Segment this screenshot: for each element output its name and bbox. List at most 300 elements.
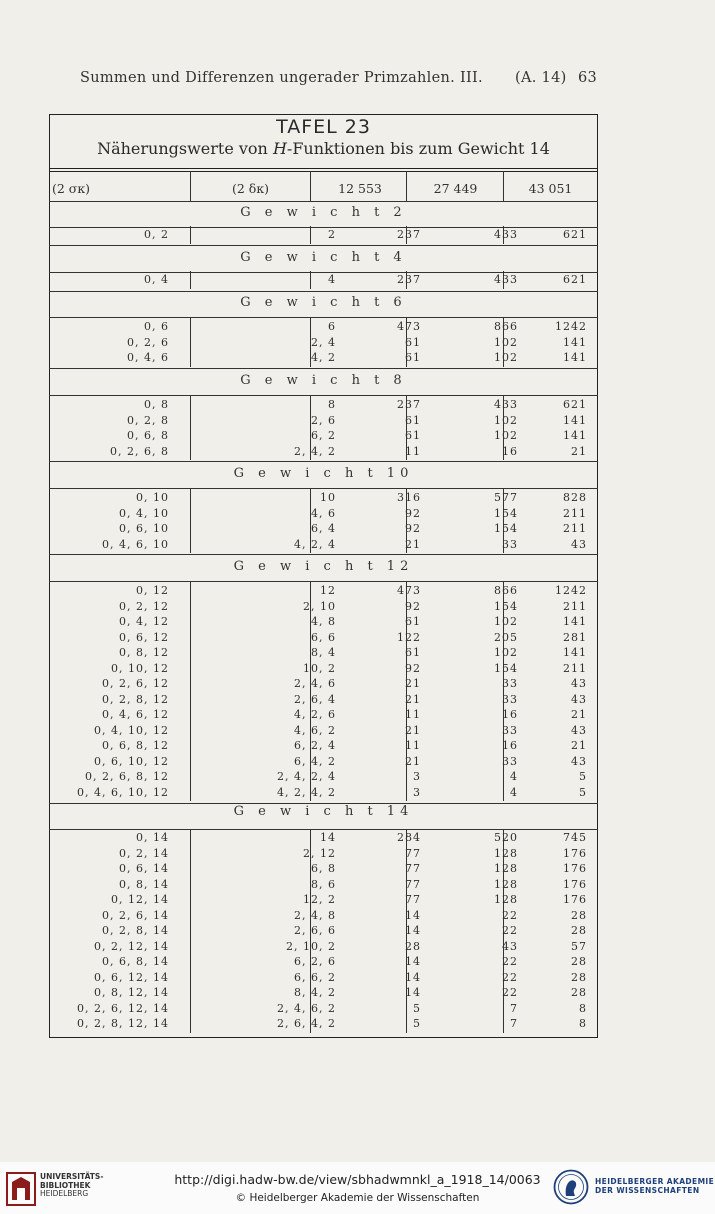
value-27449-cell: 33: [502, 677, 518, 690]
value-12553-cell: 77: [405, 877, 421, 891]
column-rule: [503, 171, 504, 201]
table-rule: [49, 829, 598, 830]
col-header-sigma: (2 σκ): [52, 181, 91, 196]
value-43051-cell: 621: [563, 273, 587, 286]
value-43051-cell: 176: [563, 893, 587, 906]
delta-cell: 2, 4, 8: [294, 908, 336, 922]
academy-line-1: HEIDELBERGER AKADEMIE: [595, 1177, 715, 1186]
value-27449-cell: 16: [502, 739, 518, 752]
value-27449-cell: 866: [494, 320, 518, 333]
sigma-cell: 0, 4, 10: [119, 506, 169, 520]
column-rule: [310, 489, 311, 553]
delta-cell: 14: [320, 831, 336, 844]
delta-cell: 6, 6: [311, 630, 336, 644]
table-row: [49, 846, 598, 862]
value-12553-cell: 237: [397, 228, 421, 241]
table-rule: [49, 803, 598, 804]
table-row: [49, 830, 598, 846]
value-43051-cell: 43: [571, 692, 587, 706]
value-27449-cell: 128: [494, 877, 518, 891]
weight-group-label: G e w i c h t 4: [240, 250, 407, 265]
value-43051-cell: 5: [579, 785, 587, 799]
col-header-delta: (2 δκ): [232, 181, 270, 196]
value-27449-cell: 33: [502, 537, 518, 551]
column-rule: [310, 271, 311, 289]
table-row: [49, 630, 598, 646]
value-27449-cell: 43: [502, 939, 518, 953]
table-row: [49, 1016, 598, 1032]
sigma-cell: 0, 2, 12, 14: [94, 939, 169, 953]
value-27449-cell: 22: [502, 908, 518, 922]
value-43051-cell: 43: [571, 754, 587, 768]
table-row: [49, 490, 598, 506]
value-27449-cell: 154: [494, 506, 518, 520]
sigma-cell: 0, 4, 6, 10: [102, 537, 169, 551]
value-27449-cell: 520: [494, 831, 518, 844]
sigma-cell: 0, 2, 8, 14: [102, 924, 169, 937]
value-43051-cell: 621: [563, 228, 587, 241]
value-12553-cell: 77: [405, 893, 421, 906]
col-header-27449: 27 449: [433, 181, 478, 196]
value-43051-cell: 28: [571, 986, 587, 999]
source-url[interactable]: http://digi.hadw-bw.de/view/sbhadwmnkl_a_1918_14/0063: [174, 1172, 541, 1187]
table-row: [49, 754, 598, 770]
value-12553-cell: 5: [413, 1001, 421, 1015]
table-row: [49, 397, 598, 413]
sigma-cell: 0, 2, 6, 12, 14: [77, 1001, 169, 1015]
value-27449-cell: 22: [502, 970, 518, 984]
table-rule: [49, 461, 598, 462]
sigma-cell: 0, 2, 6: [127, 335, 169, 349]
delta-cell: 6, 2, 4: [294, 739, 336, 752]
value-27449-cell: 102: [494, 335, 518, 349]
table-row: [49, 985, 598, 1001]
value-12553-cell: 14: [405, 908, 421, 922]
value-12553-cell: 28: [405, 939, 421, 953]
sigma-cell: 0, 6, 12: [119, 630, 169, 644]
table-subtitle: [50, 139, 597, 159]
value-43051-cell: 211: [563, 506, 587, 520]
column-rule: [503, 271, 504, 289]
value-27449-cell: 33: [502, 723, 518, 737]
value-43051-cell: 828: [563, 491, 587, 504]
value-43051-cell: 1242: [555, 584, 587, 597]
value-43051-cell: 211: [563, 661, 587, 675]
sigma-cell: 0, 8, 14: [119, 877, 169, 891]
table-row: [49, 335, 598, 351]
delta-cell: 2, 4, 6: [294, 677, 336, 690]
delta-cell: 8, 6: [311, 877, 336, 891]
value-27449-cell: 7: [510, 1017, 518, 1030]
sigma-cell: 0, 2, 6, 14: [102, 908, 169, 922]
copyright: © Heidelberger Akademie der Wissenschaften: [235, 1192, 480, 1204]
table-rule: [49, 395, 598, 396]
value-27449-cell: 128: [494, 862, 518, 875]
value-12553-cell: 61: [405, 413, 421, 427]
weight-group-label: G e w i c h t 14: [233, 804, 414, 819]
weight-group-label: G e w i c h t 10: [233, 466, 414, 481]
column-rule: [310, 226, 311, 244]
col-header-12553: 12 553: [338, 181, 382, 196]
value-27449-cell: 433: [494, 273, 518, 286]
column-rule: [503, 318, 504, 367]
value-12553-cell: 77: [405, 862, 421, 875]
delta-cell: 4, 6, 2: [294, 723, 336, 737]
academy-line-2: DER WISSENSCHAFTEN: [595, 1186, 700, 1195]
table-rule: [49, 168, 598, 169]
value-12553-cell: 11: [405, 739, 421, 752]
value-12553-cell: 77: [405, 846, 421, 860]
delta-cell: 12: [320, 584, 336, 597]
value-43051-cell: 43: [571, 677, 587, 690]
column-rule: [406, 171, 407, 201]
table-row: [49, 861, 598, 877]
section-ref: (A. 14): [515, 70, 567, 86]
value-12553-cell: 473: [397, 320, 421, 333]
sigma-cell: 0, 12: [136, 584, 169, 597]
value-27449-cell: 154: [494, 661, 518, 675]
column-rule: [190, 396, 191, 460]
value-43051-cell: 141: [563, 413, 587, 427]
delta-cell: 4: [328, 273, 336, 286]
value-12553-cell: 3: [413, 770, 421, 783]
value-43051-cell: 141: [563, 429, 587, 442]
column-rule: [503, 582, 504, 801]
value-27449-cell: 16: [502, 708, 518, 721]
sigma-cell: 0, 2, 6, 12: [102, 677, 169, 690]
value-12553-cell: 92: [405, 599, 421, 613]
table-row: [49, 521, 598, 537]
subtitle-text: Näherungswerte von H-Funktionen bis zum Gewicht 14: [97, 139, 550, 158]
table-rule: [49, 201, 598, 202]
value-27449-cell: 154: [494, 599, 518, 613]
table-title: TAFEL 23: [276, 116, 371, 138]
delta-cell: 2, 4, 2, 4: [277, 770, 336, 783]
value-27449-cell: 102: [494, 413, 518, 427]
value-12553-cell: 122: [397, 630, 421, 644]
value-27449-cell: 33: [502, 754, 518, 768]
table-row: [49, 227, 598, 243]
value-12553-cell: 61: [405, 429, 421, 442]
value-43051-cell: 141: [563, 335, 587, 349]
value-12553-cell: 61: [405, 646, 421, 659]
sigma-cell: 0, 2, 6, 8, 12: [85, 770, 169, 783]
table-row: [49, 413, 598, 429]
column-rule: [406, 271, 407, 289]
value-12553-cell: 14: [405, 986, 421, 999]
delta-cell: 6, 4: [311, 522, 336, 535]
value-27449-cell: 102: [494, 646, 518, 659]
running-header: [0, 70, 715, 90]
delta-cell: 8, 4, 2: [294, 986, 336, 999]
table-row: [49, 877, 598, 893]
weight-group-label: G e w i c h t 12: [233, 559, 414, 574]
table-row: [49, 769, 598, 785]
value-43051-cell: 8: [579, 1001, 587, 1015]
table-row: [49, 738, 598, 754]
value-43051-cell: 57: [571, 939, 587, 953]
value-27449-cell: 102: [494, 351, 518, 364]
sigma-cell: 0, 4, 10, 12: [94, 723, 169, 737]
sigma-cell: 0, 6, 8, 14: [102, 955, 169, 968]
value-43051-cell: 141: [563, 646, 587, 659]
value-27449-cell: 102: [494, 615, 518, 628]
table-row: [49, 645, 598, 661]
value-12553-cell: 14: [405, 924, 421, 937]
table-row: [49, 939, 598, 955]
delta-cell: 6, 2, 6: [294, 955, 336, 968]
table-row: [49, 707, 598, 723]
column-rule: [310, 829, 311, 1033]
sigma-cell: 0, 8: [144, 398, 169, 411]
weight-group-label: G e w i c h t 2: [240, 205, 407, 220]
sigma-cell: 0, 4, 6, 12: [102, 708, 169, 721]
column-rule: [190, 271, 191, 289]
sigma-cell: 0, 4, 12: [119, 615, 169, 628]
column-rule: [503, 829, 504, 1033]
sigma-cell: 0, 4: [144, 273, 169, 286]
value-12553-cell: 21: [405, 692, 421, 706]
value-27449-cell: 22: [502, 986, 518, 999]
column-rule: [503, 226, 504, 244]
value-43051-cell: 281: [563, 630, 587, 644]
value-43051-cell: 621: [563, 398, 587, 411]
value-27449-cell: 433: [494, 398, 518, 411]
column-rule: [310, 171, 311, 201]
sigma-cell: 0, 8, 12: [119, 646, 169, 659]
column-rule: [310, 396, 311, 460]
value-12553-cell: 21: [405, 677, 421, 690]
value-12553-cell: 473: [397, 584, 421, 597]
table-row: [49, 692, 598, 708]
sigma-cell: 0, 2: [144, 228, 169, 241]
table-rule: [49, 368, 598, 369]
value-43051-cell: 21: [571, 708, 587, 721]
delta-cell: 6, 2: [311, 429, 336, 442]
value-12553-cell: 21: [405, 537, 421, 551]
value-27449-cell: 33: [502, 692, 518, 706]
value-43051-cell: 43: [571, 723, 587, 737]
value-27449-cell: 4: [510, 785, 518, 799]
column-rule: [503, 396, 504, 460]
column-rule: [406, 582, 407, 801]
table-rule: [49, 554, 598, 555]
column-rule: [190, 489, 191, 553]
footer-bar: [0, 1162, 715, 1214]
table-row: [49, 506, 598, 522]
value-43051-cell: 211: [563, 599, 587, 613]
delta-cell: 2, 6, 6: [294, 924, 336, 937]
weight-group-label: G e w i c h t 8: [240, 373, 407, 388]
value-12553-cell: 92: [405, 661, 421, 675]
table-row: [49, 661, 598, 677]
delta-cell: 2, 12: [303, 846, 336, 860]
delta-cell: 4, 6: [311, 506, 336, 520]
value-43051-cell: 28: [571, 908, 587, 922]
delta-cell: 6, 4, 2: [294, 754, 336, 768]
academy-name: [595, 1177, 714, 1195]
value-12553-cell: 61: [405, 351, 421, 364]
table-row: [49, 350, 598, 366]
value-12553-cell: 92: [405, 522, 421, 535]
value-43051-cell: 1242: [555, 320, 587, 333]
sigma-cell: 0, 2, 8: [127, 413, 169, 427]
value-27449-cell: 128: [494, 893, 518, 906]
delta-cell: 2, 6, 4: [294, 692, 336, 706]
delta-cell: 12, 2: [303, 893, 336, 906]
column-rule: [190, 318, 191, 367]
value-27449-cell: 154: [494, 522, 518, 535]
delta-cell: 8: [328, 398, 336, 411]
sigma-cell: 0, 4, 6: [127, 351, 169, 364]
value-12553-cell: 21: [405, 723, 421, 737]
value-43051-cell: 141: [563, 615, 587, 628]
delta-cell: 8, 4: [311, 646, 336, 659]
column-rule: [406, 489, 407, 553]
running-title: Summen und Differenzen ungerader Primzahlen. III.: [80, 70, 483, 86]
value-27449-cell: 433: [494, 228, 518, 241]
table-row: [49, 583, 598, 599]
value-43051-cell: 141: [563, 351, 587, 364]
value-27449-cell: 866: [494, 584, 518, 597]
table-row: [49, 319, 598, 335]
table-row: [49, 676, 598, 692]
value-43051-cell: 21: [571, 444, 587, 458]
table-rule: [49, 581, 598, 582]
sigma-cell: 0, 6, 10, 12: [94, 754, 169, 768]
table-rule: [49, 488, 598, 489]
sigma-cell: 0, 2, 6, 8: [110, 444, 169, 458]
value-43051-cell: 5: [579, 770, 587, 783]
value-12553-cell: 237: [397, 273, 421, 286]
table-row: [49, 970, 598, 986]
delta-cell: 6: [328, 320, 336, 333]
value-27449-cell: 128: [494, 846, 518, 860]
delta-cell: 2, 10, 2: [286, 939, 336, 953]
value-12553-cell: 11: [405, 444, 421, 458]
table-rule: [49, 272, 598, 273]
value-43051-cell: 176: [563, 877, 587, 891]
table-row: [49, 1001, 598, 1017]
column-rule: [310, 582, 311, 801]
sigma-cell: 0, 4, 6, 10, 12: [77, 785, 169, 799]
sigma-cell: 0, 2, 14: [119, 846, 169, 860]
column-rule: [503, 489, 504, 553]
value-12553-cell: 5: [413, 1017, 421, 1030]
library-city: HEIDELBERG: [40, 1189, 89, 1198]
delta-cell: 2, 10: [303, 599, 336, 613]
delta-cell: 4, 2, 4: [294, 537, 336, 551]
sigma-cell: 0, 6, 8: [127, 429, 169, 442]
value-12553-cell: 316: [397, 491, 421, 504]
value-12553-cell: 284: [397, 831, 421, 844]
col-header-43051: 43 051: [528, 181, 573, 196]
value-43051-cell: 176: [563, 846, 587, 860]
delta-cell: 4, 2, 6: [294, 708, 336, 721]
value-27449-cell: 16: [502, 444, 518, 458]
value-27449-cell: 577: [494, 491, 518, 504]
column-rule: [406, 318, 407, 367]
column-rule: [190, 226, 191, 244]
sigma-cell: 0, 10, 12: [111, 661, 169, 675]
table-rule: [49, 291, 598, 292]
value-27449-cell: 7: [510, 1001, 518, 1015]
value-27449-cell: 22: [502, 955, 518, 968]
delta-cell: 4, 2, 4, 2: [277, 785, 336, 799]
sigma-cell: 0, 8, 12, 14: [94, 986, 169, 999]
value-43051-cell: 745: [563, 831, 587, 844]
table-row: [49, 599, 598, 615]
value-12553-cell: 61: [405, 615, 421, 628]
table-row: [49, 923, 598, 939]
column-rule: [310, 318, 311, 367]
table-row: [49, 723, 598, 739]
sigma-cell: 0, 2, 12: [119, 599, 169, 613]
value-12553-cell: 11: [405, 708, 421, 721]
weight-group-label: G e w i c h t 6: [240, 295, 407, 310]
value-27449-cell: 102: [494, 429, 518, 442]
delta-cell: 2, 4, 6, 2: [277, 1001, 336, 1015]
delta-cell: 2: [328, 228, 336, 241]
library-name-line: BIBLIOTHEK: [40, 1180, 91, 1190]
value-27449-cell: 4: [510, 770, 518, 783]
value-43051-cell: 21: [571, 739, 587, 752]
value-12553-cell: 14: [405, 970, 421, 984]
table-rule: [49, 317, 598, 318]
table-row: [49, 444, 598, 460]
sigma-cell: 0, 6: [144, 320, 169, 333]
academy-seal-icon: [553, 1169, 589, 1205]
column-rule: [406, 829, 407, 1033]
table-rule: [49, 171, 598, 172]
table-row: [49, 272, 598, 288]
sigma-cell: 0, 6, 8, 12: [102, 739, 169, 752]
column-rule: [190, 582, 191, 801]
value-43051-cell: 211: [563, 522, 587, 535]
delta-cell: 2, 6: [311, 413, 336, 427]
value-12553-cell: 61: [405, 335, 421, 349]
value-12553-cell: 3: [413, 785, 421, 799]
delta-cell: 6, 6, 2: [294, 970, 336, 984]
delta-cell: 2, 6, 4, 2: [277, 1017, 336, 1030]
value-12553-cell: 14: [405, 955, 421, 968]
delta-cell: 2, 4, 2: [294, 444, 336, 458]
sigma-cell: 0, 2, 8, 12: [102, 692, 169, 706]
delta-cell: 4, 8: [311, 615, 336, 628]
delta-cell: 2, 4: [311, 335, 336, 349]
table-rule: [49, 227, 598, 228]
sigma-cell: 0, 6, 14: [119, 862, 169, 875]
table-row: [49, 785, 598, 801]
table-row: [49, 908, 598, 924]
delta-cell: 10: [320, 491, 336, 504]
table-row: [49, 892, 598, 908]
sigma-cell: 0, 2, 8, 12, 14: [77, 1017, 169, 1030]
value-43051-cell: 176: [563, 862, 587, 875]
value-12553-cell: 92: [405, 506, 421, 520]
table-row: [49, 954, 598, 970]
sigma-cell: 0, 6, 10: [119, 522, 169, 535]
value-43051-cell: 28: [571, 924, 587, 937]
value-43051-cell: 28: [571, 970, 587, 984]
table-rule: [49, 245, 598, 246]
library-name-line: UNIVERSITÄTS-: [40, 1172, 104, 1181]
column-rule: [406, 396, 407, 460]
value-27449-cell: 22: [502, 924, 518, 937]
value-12553-cell: 21: [405, 754, 421, 768]
sigma-cell: 0, 6, 12, 14: [94, 970, 169, 984]
sigma-cell: 0, 14: [136, 831, 169, 844]
